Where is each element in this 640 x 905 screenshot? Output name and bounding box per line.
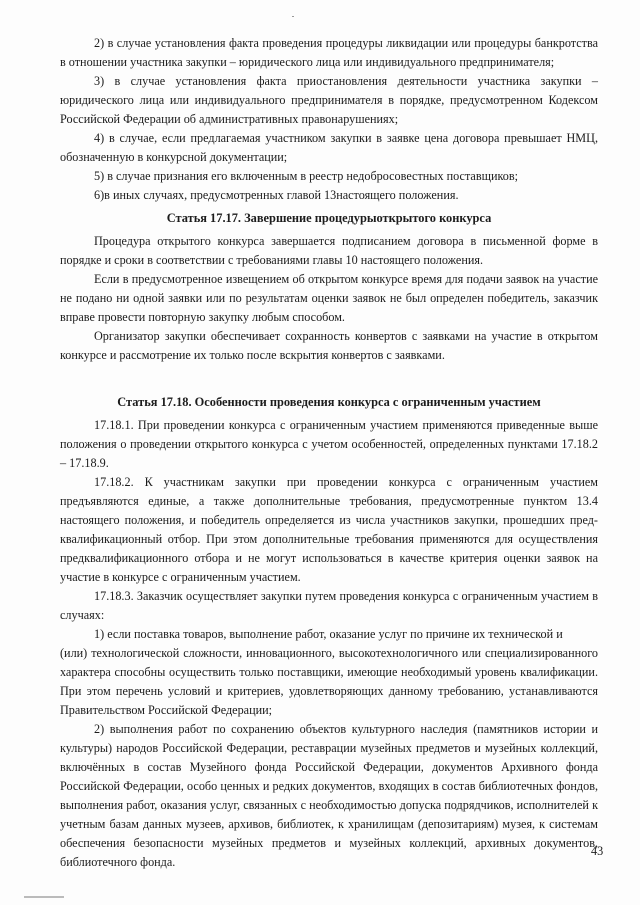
paragraph-item-6: 6)в иных случаях, предусмотренных главой 13настоящего положения. [94, 188, 459, 202]
article-17-18-heading: Статья 17.18. Особенности проведения конкурса с ограниченным участием [117, 395, 541, 409]
clause-17-18-3: 17.18.3. Заказчик осуществляет закупки путем проведения конкурса с ограниченным участием в случаях: [60, 589, 598, 622]
clause-17-18-2: 17.18.2. К участникам закупки при проведении конкурса с ограниченным участием предъявляются единые, а также дополнительные требования, предусмотренные пунктом 13.4 настоящего положения, и победитель определяется из числа участников закупки, прошедших пред-квалификационный отбор. При этом дополнительные требования применяются для осуществления предквалификационного отбора и не могут использоваться в качестве критерия оценки заявок на участие в конкурсе с ограниченным участием. [60, 475, 598, 584]
scan-artifact [292, 16, 294, 17]
article-17-17-heading: Статья 17.17. Завершение процедурыоткрытого конкурса [166, 211, 492, 225]
paragraph-item-2: 2) в случае установления факта проведения процедуры ликвидации или процедуры банкротства в отношении участника закупки – юридического лица или индивидуального предпринимателя; [60, 36, 598, 69]
page-content [60, 34, 598, 872]
article-17-17-paragraph: Организатор закупки обеспечивает сохранность конвертов с заявками на участие в открытом конкурсе и рассмотрение их только после вскрытия конвертов с заявками. [60, 329, 598, 362]
scan-artifact [24, 896, 64, 898]
clause-item-1-continuation: (или) технологической сложности, инновационного, высокотехнологичного или специализированного характера способны осуществить только поставщики, имеющие необходимый уровень квалификации. При этом перечень условий и критериев, удовлетворяющих данному требованию, устанавливаются Правительством Российской Федерации; [60, 646, 598, 717]
article-17-17-paragraph: Процедура открытого конкурса завершается подписанием договора в письменной форме в порядке и сроки в соответствии с требованиями главы 10 настоящего положения. [60, 234, 598, 267]
article-17-17-paragraph: Если в предусмотренное извещением об открытом конкурсе время для подачи заявок на участие не подано ни одной заявки или по результатам оценки заявок не был определен победитель, заказчик вправе провести повторную закупку любым способом. [60, 272, 598, 324]
page-number: 43 [591, 844, 604, 858]
paragraph-item-4: 4) в случае, если предлагаемая участником закупки в заявке цена договора превышает НМЦ, обозначенную в конкурсной документации; [60, 131, 598, 164]
clause-17-18-1: 17.18.1. При проведении конкурса с ограниченным участием применяются приведенные выше положения о проведении открытого конкурса с учетом особенностей, определенных пунктами 17.18.2 – 17.18.9. [60, 418, 598, 470]
paragraph-item-3: 3) в случае установления факта приостановления деятельности участника закупки – юридического лица или индивидуального предпринимателя в порядке, предусмотренном Кодексом Российской Федерации об административных правонарушениях; [60, 74, 598, 126]
clause-item-2: 2) выполнения работ по сохранению объектов культурного наследия (памятников истории и культуры) народов Российской Федерации, реставрации музейных предметов и музейных коллекций, включённых в состав Музейного фонда Российской Федерации, документов Архивного фонда Российской Федерации, особо ценных и редких документов, входящих в состав библиотечных фондов, выполнения работ, оказания услуг, связанных с необходимостью допуска подрядчиков, исполнителей к учетным базам данных музеев, архивов, библиотек, к хранилищам (депозитариям) музея, к системам обеспечения безопасности музейных предметов и музейных коллекций, архивных документов, библиотечного фонда. [60, 722, 598, 869]
clause-item-1-first-line: 1) если поставка товаров, выполнение работ, оказание услуг по причине их технической и [94, 627, 563, 641]
paragraph-item-5: 5) в случае признания его включенным в реестр недобросовестных поставщиков; [94, 169, 519, 183]
